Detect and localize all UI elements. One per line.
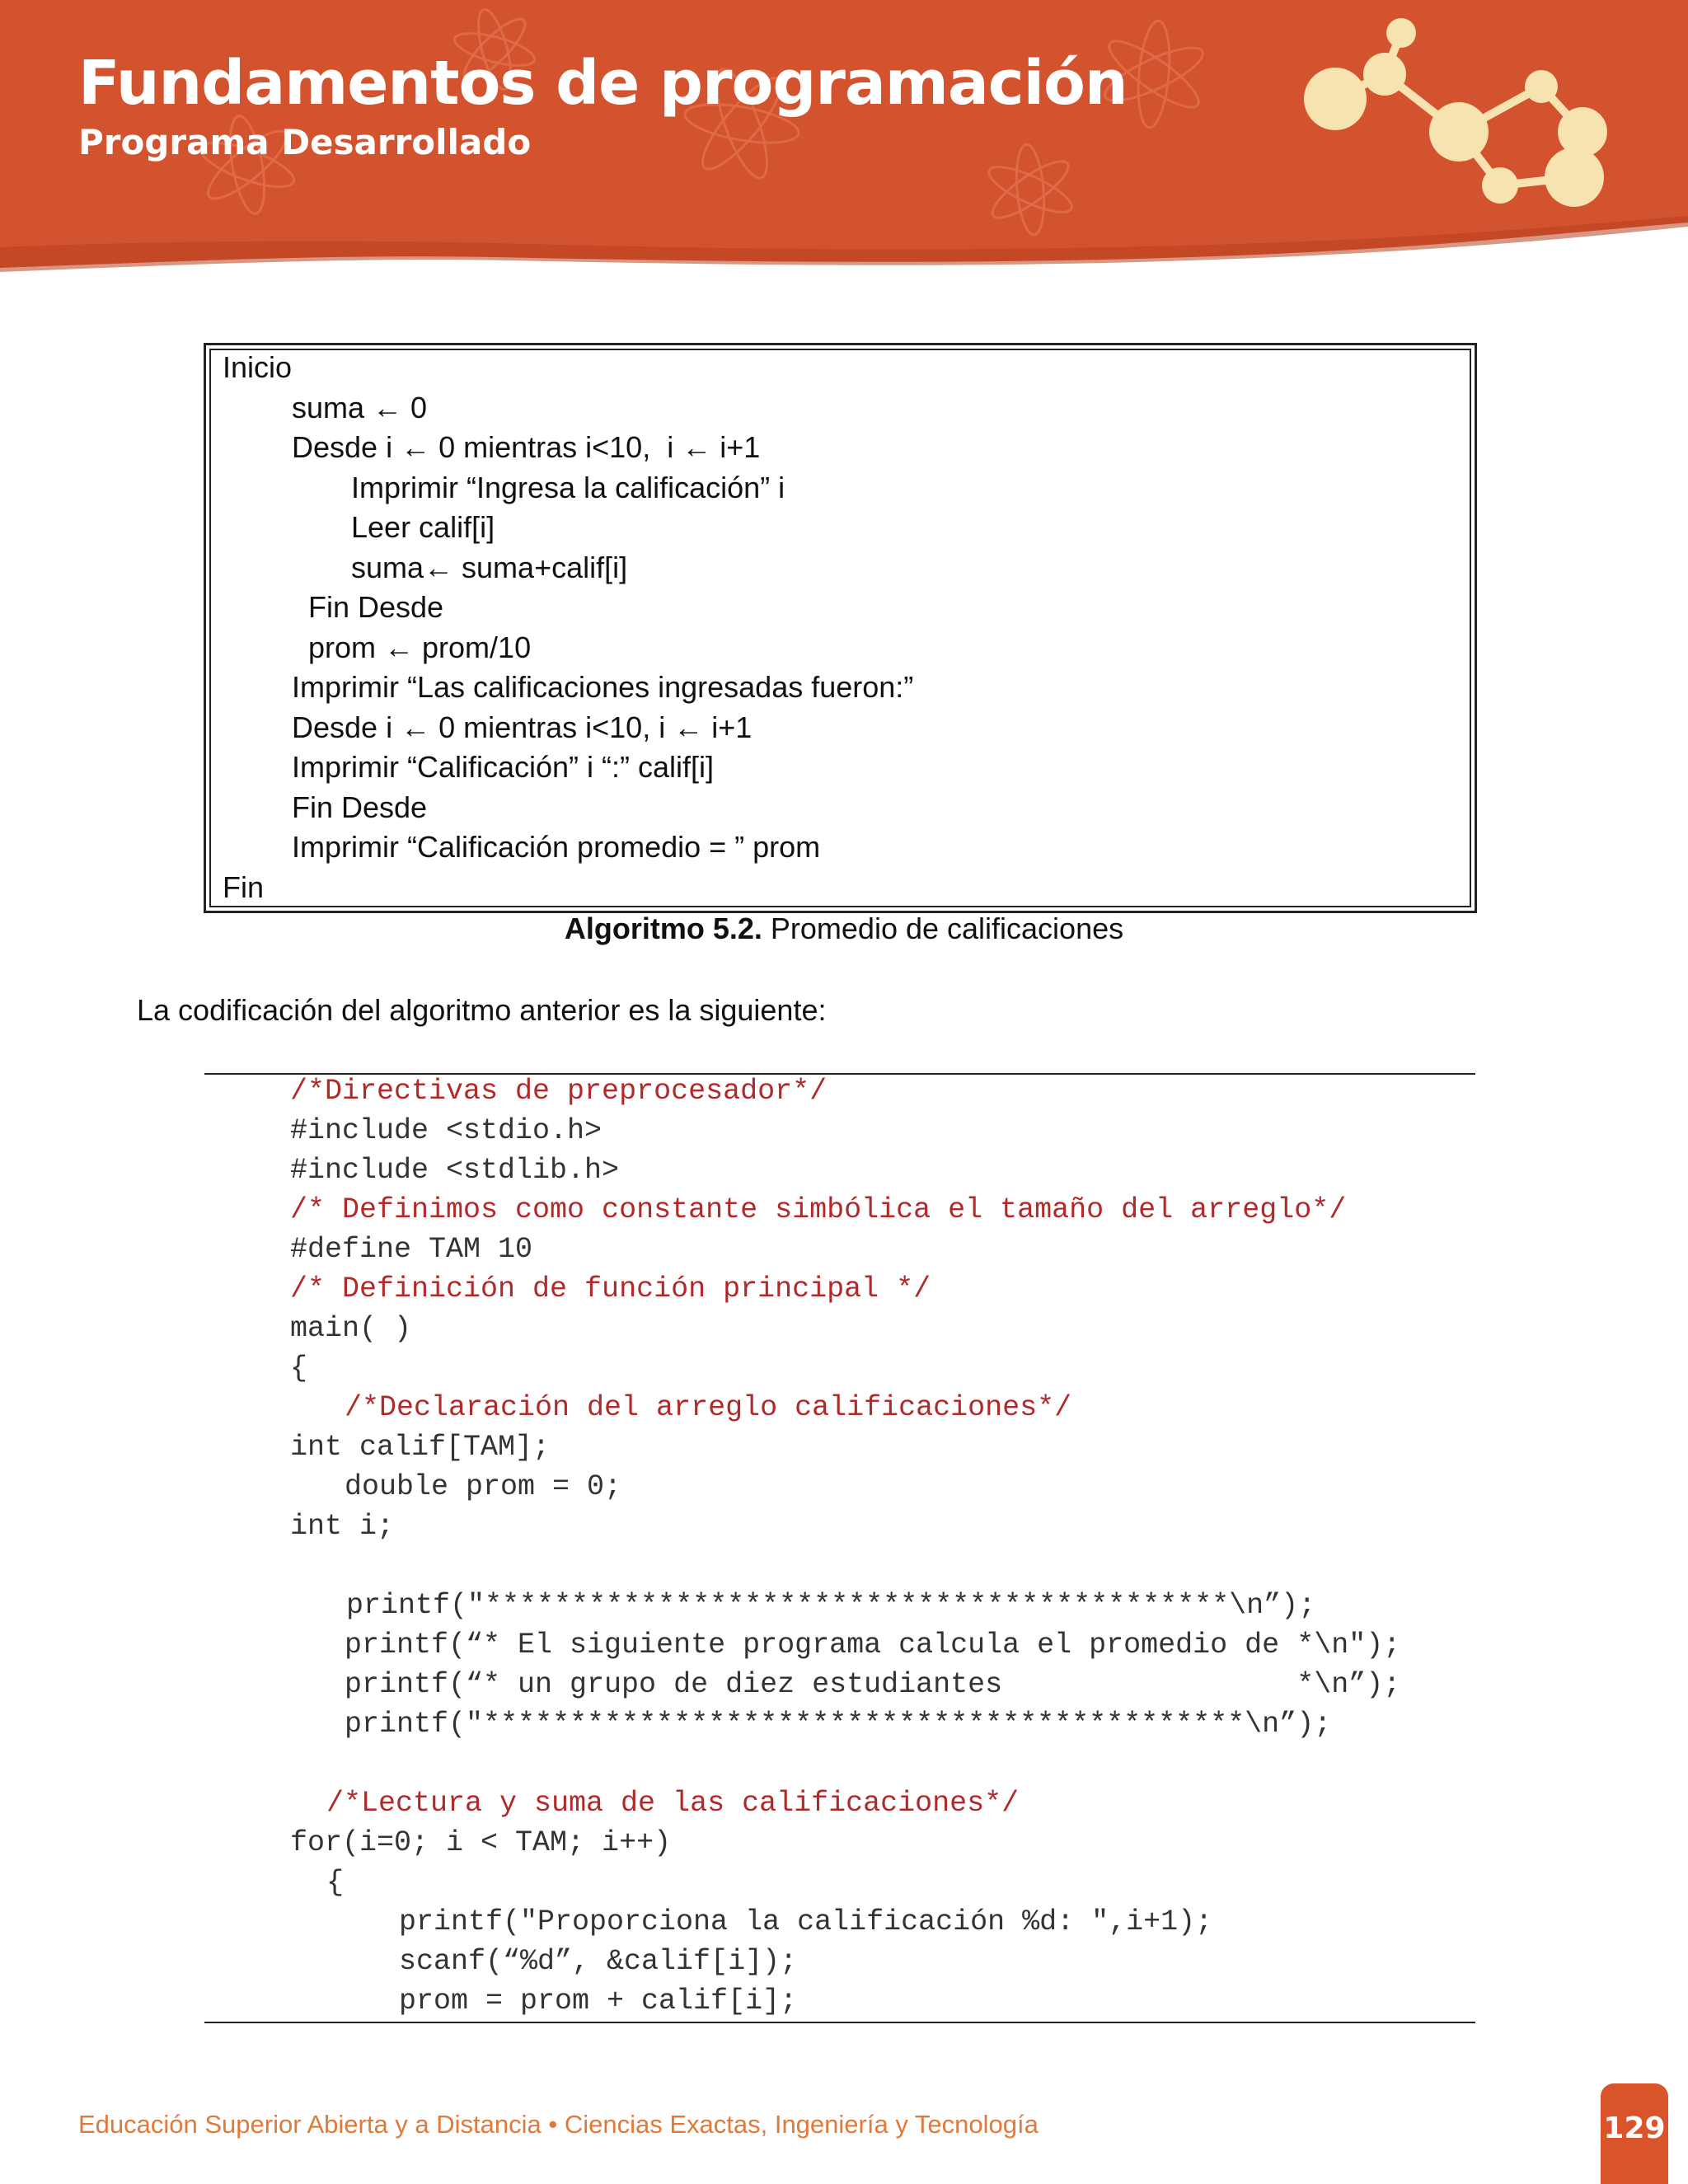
page-number: 129 [1603,2111,1666,2145]
code-line: printf("********************************************\n”); [345,1708,1332,1741]
code-line: int i; [290,1510,395,1543]
algorithm-line: Fin [223,870,265,904]
code-line: main( ) [290,1312,412,1345]
algorithm-line: suma ← 0 [292,391,428,424]
code-line: double prom = 0; [345,1470,622,1503]
code-comment: /*Declaración del arreglo calificaciones*/ [345,1391,1072,1424]
code-line: #include <stdlib.h> [290,1154,620,1187]
code-comment: /* Definimos como constante simbólica el tamaño del arreglo*/ [290,1193,1347,1226]
code-line: { [290,1352,308,1385]
code-comment: /*Lectura y suma de las calificaciones*/ [326,1787,1020,1820]
page-subtitle: Programa Desarrollado [78,122,532,162]
code-line: printf(“* El siguiente programa calcula el promedio de *\n"); [345,1629,1401,1661]
algorithm-line: prom ← prom/10 [308,630,532,664]
code-line: { [326,1866,345,1899]
algorithm-inner-frame [209,349,1471,907]
code-line: printf("Proporciona la calificación %d: ",i+1); [399,1905,1213,1938]
algorithm-line: Fin Desde [308,590,444,624]
code-line: #define TAM 10 [290,1233,533,1266]
caption-text: Promedio de calificaciones [762,912,1124,945]
algorithm-box [204,343,1477,913]
algorithm-line: Leer calif[i] [351,510,495,544]
code-line: prom = prom + calif[i]; [399,1985,798,2018]
page-title: Fundamentos de programación [78,48,1128,119]
algorithm-line: Desde i ← 0 mientras i<10, i ← i+1 [292,710,753,744]
code-line: int calif[TAM]; [290,1431,551,1464]
code-comment: /* Definición de función principal */ [290,1272,931,1305]
caption-label: Algoritmo 5.2. [564,912,762,945]
code-line: scanf(“%d”, &calif[i]); [399,1945,798,1978]
code-bottom-rule [204,2022,1475,2023]
code-line: printf("*******************************************\n”); [346,1589,1316,1622]
algorithm-line: suma← suma+calif[i] [351,551,628,584]
code-line: #include <stdio.h> [290,1114,603,1147]
algorithm-line: Desde i ← 0 mientras i<10, i ← i+1 [292,430,761,464]
footer-text: Educación Superior Abierta y a Distancia • Ciencias Exactas, Ingeniería y Tecnología [78,2110,1039,2139]
code-line: for(i=0; i < TAM; i++) [290,1826,672,1859]
intro-paragraph: La codificación del algoritmo anterior es la siguiente: [137,993,827,1027]
algorithm-line: Fin Desde [292,790,428,824]
algorithm-line: Imprimir “Calificación” i “:” calif[i] [292,750,715,784]
algorithm-caption [0,912,1688,946]
algorithm-line: Imprimir “Las calificaciones ingresadas fueron:” [292,670,914,704]
algorithm-line: Imprimir “Calificación promedio = ” prom [292,830,821,864]
algorithm-line: Inicio [223,350,293,384]
algorithm-line: Imprimir “Ingresa la calificación” i [351,471,785,504]
code-comment: /*Directivas de preprocesador*/ [290,1075,828,1108]
header-banner [0,0,1688,288]
code-line: printf(“* un grupo de diez estudiantes *\n”); [345,1668,1401,1701]
